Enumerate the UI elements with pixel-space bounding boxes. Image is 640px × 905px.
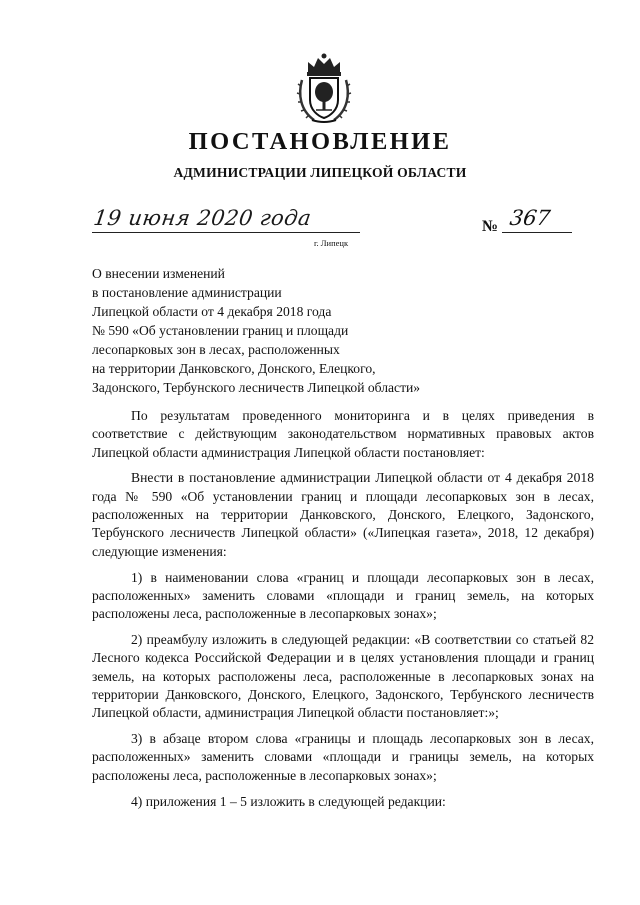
coat-of-arms-emblem — [296, 52, 352, 124]
body-paragraph: 2) преамбулу изложить в следующей редакции: «В соответствии со статьей 82 Лесного кодекса Российской Федерации и в целях установления площади и границ земель, на которых расположены леса, расположенные в лесопарковых зонах на территории Данковского, Донского, Елецкого, Задонского, Тербунского лесничеств Липецкой области, администрация Липецкой области постановляет:»; — [92, 632, 594, 721]
heading-line: в постановление администрации — [92, 285, 282, 300]
date-underline — [92, 232, 360, 233]
document-body — [92, 407, 594, 819]
city-label: г. Липецк — [314, 238, 349, 248]
body-paragraph: Внести в постановление администрации Липецкой области от 4 декабря 2018 года № 590 «Об установлении границ и площади лесопарковых зон в лесах, расположенных на территории Данковского, Донского, Елецкого, Задонского, Тербунского лесничеств Липецкой области» («Липецкая газета», 2018, 12 декабря) следующие изменения: — [92, 470, 594, 559]
body-paragraph: 3) в абзаце втором слова «границы и площадь лесопарковых зон в лесах, расположенных» заменить словами «площади и границы земель, на которых расположены леса, расположенные в лесопарковых зонах»; — [92, 731, 594, 783]
heading-line: Задонского, Тербунского лесничеств Липецкой области» — [92, 380, 421, 395]
document-subtitle: АДМИНИСТРАЦИИ ЛИПЕЦКОЙ ОБЛАСТИ — [173, 165, 467, 180]
number-sign: № — [482, 218, 499, 235]
heading-line: на территории Данковского, Донского, Елецкого, — [92, 361, 376, 376]
body-paragraph: По результатам проведенного мониторинга и в целях приведения в соответствие с действующим законодательством нормативных правовых актов Липецкой области администрация Липецкой области постановляет: — [92, 408, 594, 460]
heading-line: Липецкой области от 4 декабря 2018 года — [92, 304, 332, 319]
handwritten-date: 19 июня 2020 года — [92, 206, 313, 230]
heading-line: № 590 «Об установлении границ и площади — [92, 323, 349, 338]
heading-line: О внесении изменений — [92, 266, 225, 281]
document-heading — [92, 264, 420, 397]
handwritten-number: 367 — [508, 206, 552, 230]
body-paragraph: 1) в наименовании слова «границ и площади лесопарковых зон в лесах, расположенных» заменить словами «площади и границ земель, на которых расположены леса, расположенные в лесопарковых зонах»; — [92, 569, 594, 622]
body-paragraph: 4) приложения 1 – 5 изложить в следующей редакции: — [131, 793, 446, 809]
heading-line: лесопарковых зон в лесах, расположенных — [92, 342, 340, 357]
number-underline — [502, 232, 572, 233]
document-title: ПОСТАНОВЛЕНИЕ — [188, 128, 452, 155]
